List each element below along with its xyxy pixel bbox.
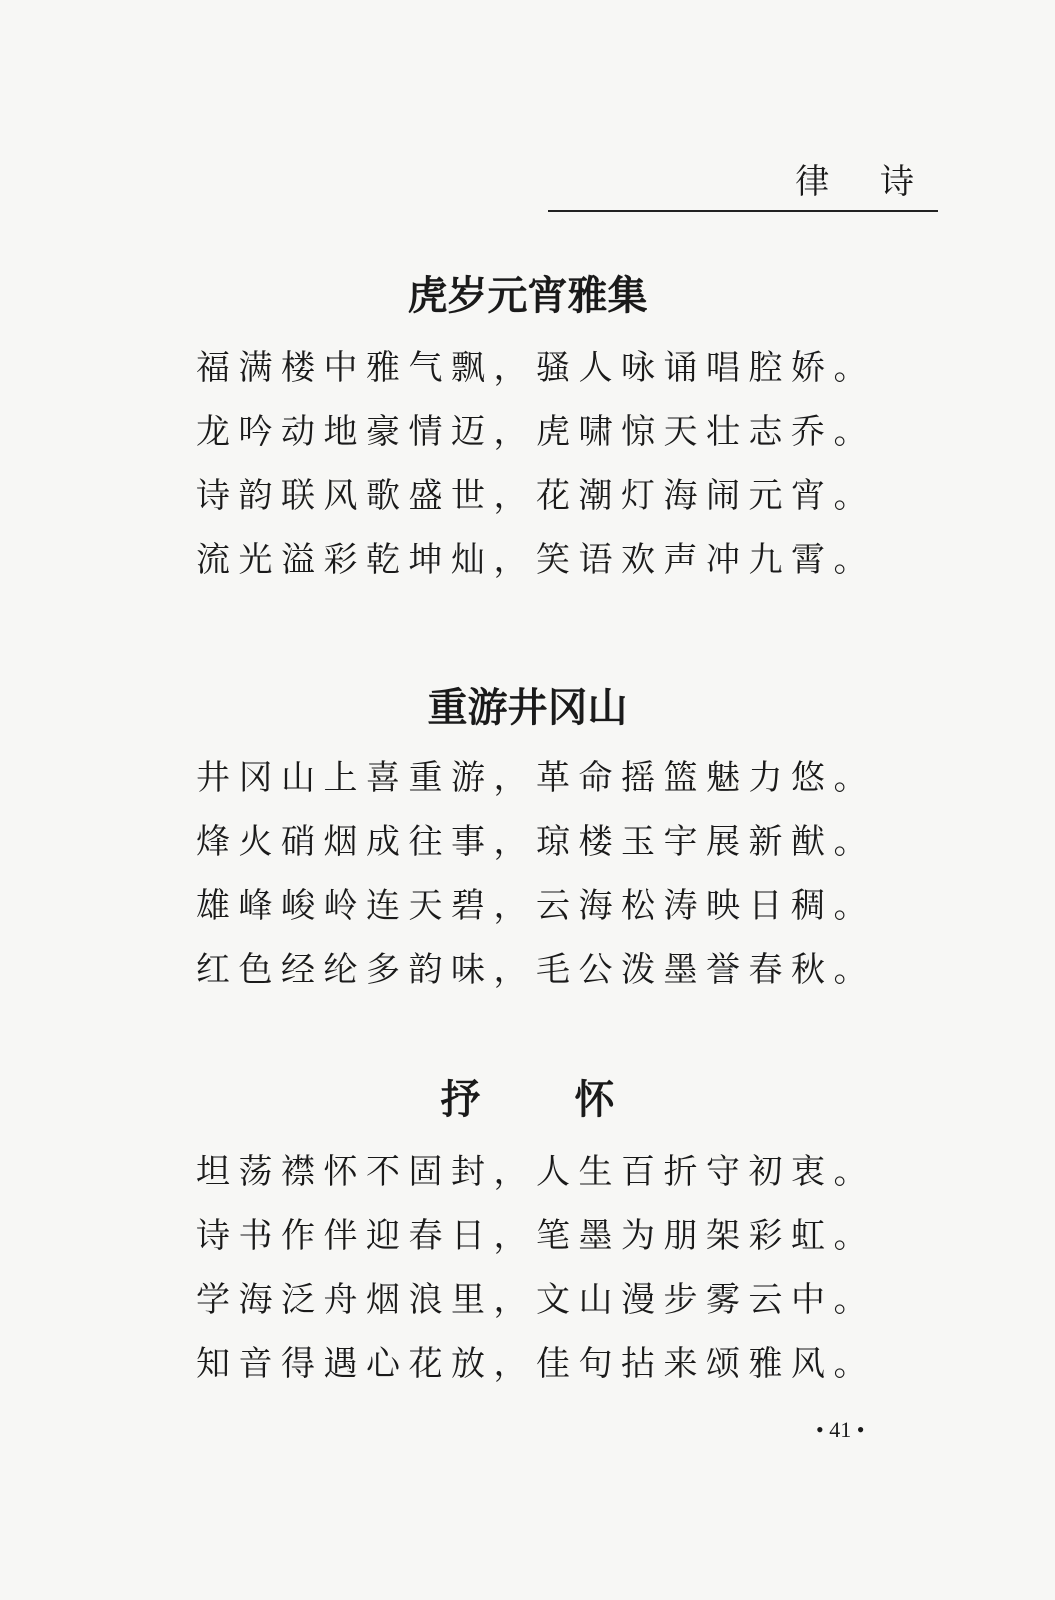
running-header — [548, 160, 938, 212]
poem-line: 学海泛舟烟浪里，文山漫步雾云中。 — [196, 1280, 876, 1320]
poem-line: 雄峰峻岭连天碧，云海松涛映日稠。 — [196, 886, 876, 926]
poem-line: 诗韵联风歌盛世，花潮灯海闹元宵。 — [196, 476, 876, 516]
poem-line: 诗书作伴迎春日，笔墨为朋架彩虹。 — [196, 1216, 876, 1256]
poem-line: 福满楼中雅气飘，骚人咏诵唱腔娇。 — [196, 348, 876, 388]
poem-title: 虎岁元宵雅集 — [407, 272, 648, 319]
poem-1 — [0, 270, 1055, 322]
page-number: • 41 • — [816, 1417, 865, 1442]
header-rule — [548, 210, 938, 212]
poem-title: 重游井冈山 — [427, 684, 628, 731]
poem-line: 坦荡襟怀不固封，人生百折守初衷。 — [196, 1152, 876, 1192]
poem-line: 龙吟动地豪情迈，虎啸惊天壮志乔。 — [196, 412, 876, 452]
poem-3 — [0, 1074, 1055, 1126]
poem-title: 抒 怀 — [440, 1076, 655, 1123]
poem-line: 知音得遇心花放，佳句拈来颂雅风。 — [196, 1344, 876, 1384]
poem-line: 红色经纶多韵味，毛公泼墨誉春秋。 — [196, 950, 876, 990]
section-title: 律 诗 — [795, 162, 934, 202]
poem-line: 井冈山上喜重游，革命摇篮魅力悠。 — [196, 758, 876, 798]
poem-line: 烽火硝烟成往事，琼楼玉宇展新猷。 — [196, 822, 876, 862]
poem-2 — [0, 682, 1055, 734]
poem-line: 流光溢彩乾坤灿，笑语欢声冲九霄。 — [196, 540, 876, 580]
